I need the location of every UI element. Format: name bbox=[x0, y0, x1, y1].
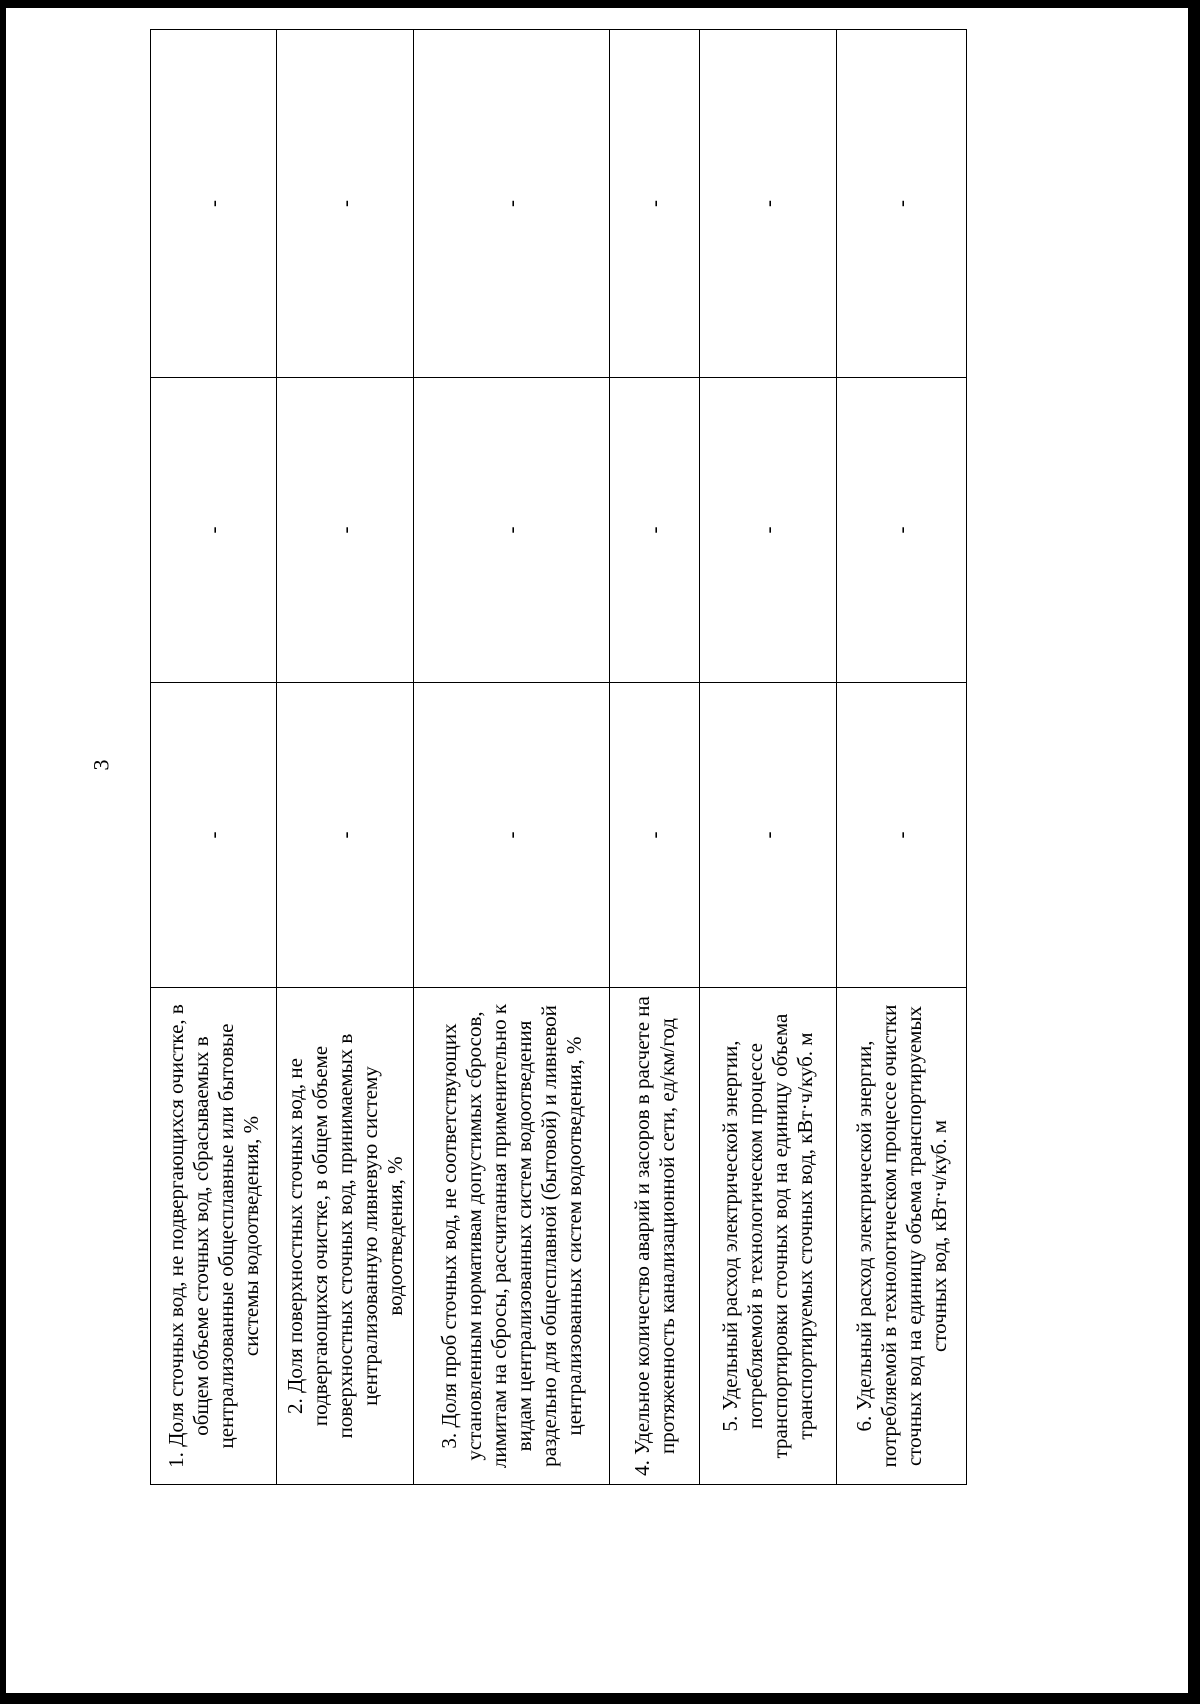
indicator-label: 6. Удельный расход электрической энергии, потребляемой в технологическом процессе очистки сточных вод на единицу объема транспортируемых сточных вод, кВт·ч/куб. м bbox=[837, 988, 967, 1485]
table-row bbox=[610, 30, 700, 1485]
indicator-value: - bbox=[837, 378, 967, 683]
table-row bbox=[277, 30, 414, 1485]
indicator-value: - bbox=[151, 378, 277, 683]
scan-edge-right bbox=[1188, 0, 1200, 1704]
indicator-value: - bbox=[151, 30, 277, 378]
indicator-label: 2. Доля поверхностных сточных вод, не подвергающихся очистке, в общем объеме поверхностных сточных вод, принимаемых в централизованную ливневую систему водоотведения, % bbox=[277, 988, 414, 1485]
indicator-value: - bbox=[837, 683, 967, 988]
rotated-table-frame bbox=[150, 30, 966, 1485]
indicator-value: - bbox=[277, 30, 414, 378]
indicator-value: - bbox=[610, 378, 700, 683]
table-row bbox=[837, 30, 967, 1485]
indicator-value: - bbox=[414, 30, 610, 378]
scan-edge-bottom bbox=[0, 1693, 1200, 1704]
indicator-label: 5. Удельный расход электрической энергии, потребляемой в технологическом процессе транспортировки сточных вод на единицу объема транспортируемых сточных вод, кВт·ч/куб. м bbox=[700, 988, 837, 1485]
indicator-label: 4. Удельное количество аварий и засоров в расчете на протяженность канализационной сети, ед/км/год bbox=[610, 988, 700, 1485]
indicator-value: - bbox=[837, 30, 967, 378]
table-row bbox=[414, 30, 610, 1485]
indicator-label: 1. Доля сточных вод, не подвергающихся очистке, в общем объеме сточных вод, сбрасываемых в централизованные общесплавные или бытовые системы водоотведения, % bbox=[151, 988, 277, 1485]
indicator-value: - bbox=[277, 683, 414, 988]
indicator-value: - bbox=[151, 683, 277, 988]
table-row bbox=[151, 30, 277, 1485]
indicator-value: - bbox=[610, 30, 700, 378]
indicator-value: - bbox=[277, 378, 414, 683]
indicator-label: 3. Доля проб сточных вод, не соответствующих установленным нормативам допустимых сбросов, лимитам на сбросы, рассчитанная применительно к видам централизованных систем водоотведения раздельно для общесплавной (бытовой) и ливневой централизованных систем водоотведения, % bbox=[414, 988, 610, 1485]
indicator-value: - bbox=[414, 683, 610, 988]
indicators-table bbox=[150, 29, 967, 1485]
indicator-value: - bbox=[700, 683, 837, 988]
indicator-value: - bbox=[700, 378, 837, 683]
indicator-value: - bbox=[414, 378, 610, 683]
indicator-value: - bbox=[610, 683, 700, 988]
table-container bbox=[150, 30, 966, 1485]
page-number: 3 bbox=[88, 759, 114, 771]
table-row bbox=[700, 30, 837, 1485]
indicator-value: - bbox=[700, 30, 837, 378]
